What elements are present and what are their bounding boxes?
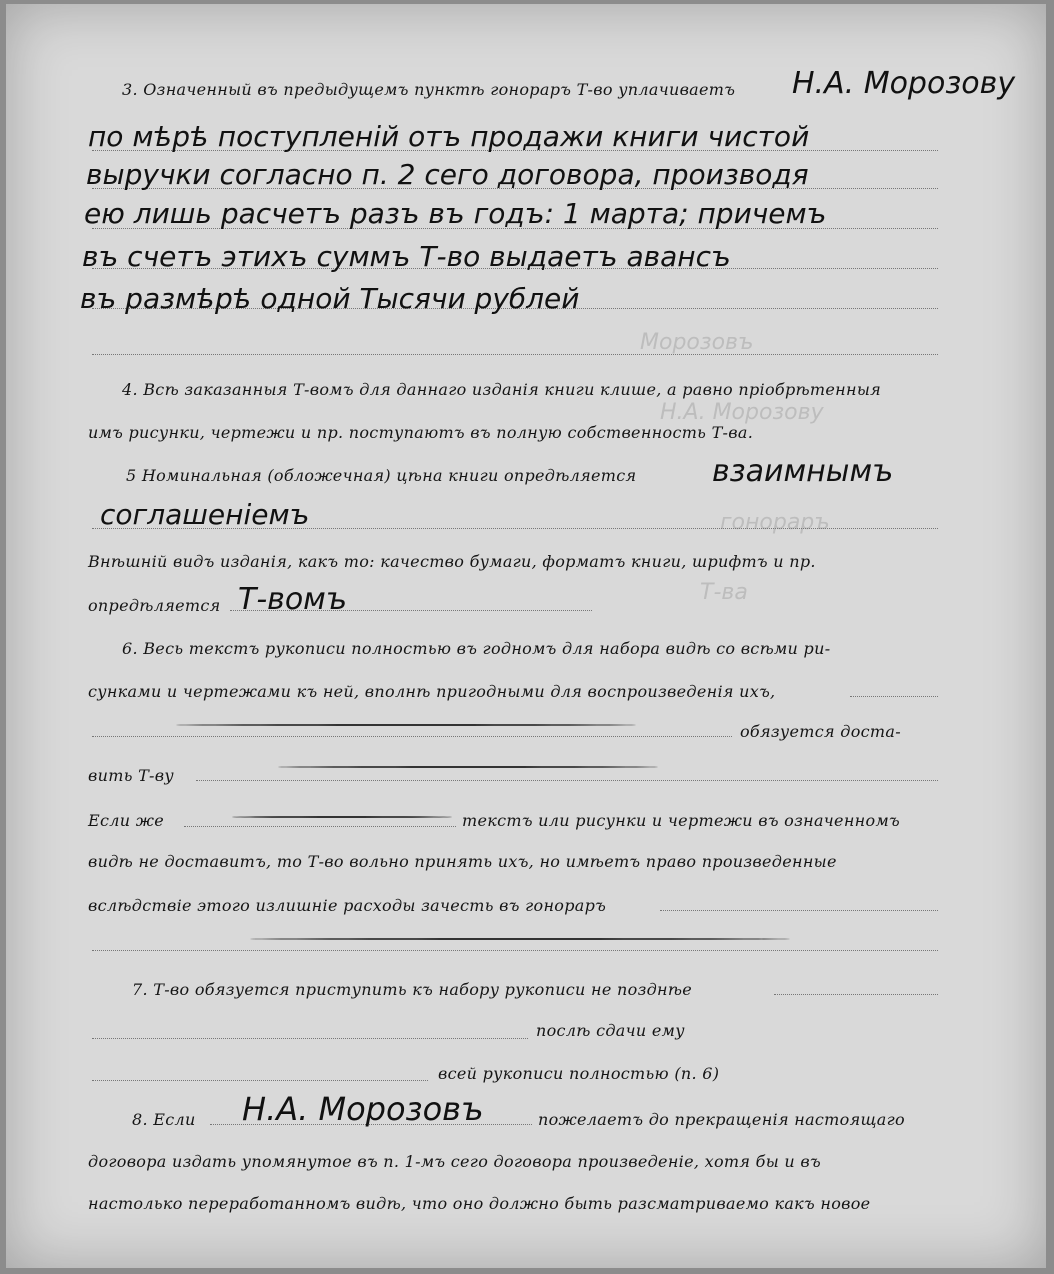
bleed-through-text: гонораръ: [720, 510, 830, 535]
strike-through-stroke: [278, 766, 658, 768]
paragraph-6-line-1: 6. Весь текстъ рукописи полностью въ годномъ для набора видѣ со всѣми ри-: [122, 639, 831, 658]
fill-line: [196, 780, 938, 781]
fill-line: [660, 910, 938, 911]
paragraph-6-line-5a: Если же: [88, 811, 164, 830]
fill-line: [92, 528, 938, 529]
handwritten-line: въ счетъ этихъ суммъ Т-во выдаетъ авансъ: [82, 240, 731, 273]
paragraph-6-line-5b: текстъ или рисунки и чертежи въ означенномъ: [462, 811, 900, 830]
handwritten-determined-by: Т-вомъ: [238, 582, 348, 617]
strike-through-stroke: [250, 938, 790, 940]
strike-through-stroke: [232, 816, 452, 818]
handwritten-author: Н.А. Морозовъ: [242, 1090, 484, 1128]
paragraph-8-line-2: договора издать упомянутое въ п. 1-мъ сего договора произведеніе, хотя бы и въ: [88, 1152, 821, 1171]
handwritten-price-1: взаимнымъ: [712, 454, 894, 489]
bleed-through-text: Н.А. Морозову: [660, 400, 824, 425]
paragraph-8-lead: 8. Если: [132, 1110, 196, 1129]
fill-line: [774, 994, 938, 995]
fill-line: [92, 950, 938, 951]
paragraph-6-line-2: сунками и чертежами къ ней, вполнѣ пригодными для воспроизведенія ихъ,: [88, 682, 776, 701]
fill-line: [92, 354, 938, 355]
paragraph-8-line-1b: пожелаетъ до прекращенія настоящаго: [538, 1110, 905, 1129]
paragraph-4-line-1: 4. Всѣ заказанныя Т-вомъ для даннаго изданія книги клише, а равно пріобрѣтенныя: [122, 380, 882, 399]
handwritten-price-2: соглашеніемъ: [100, 498, 310, 531]
paragraph-8-line-3: настолько переработанномъ видѣ, что оно должно быть разсматриваемо какъ новое: [88, 1194, 871, 1213]
paragraph-3-lead: 3. Означенный въ предыдущемъ пунктѣ гонораръ Т-во уплачиваетъ: [122, 80, 736, 99]
fill-line: [184, 826, 456, 827]
fill-line: [92, 1038, 528, 1039]
bleed-through-text: Морозовъ: [640, 330, 754, 355]
bleed-through-text: Т-ва: [700, 580, 748, 605]
paragraph-5-lead: 5 Номинальная (обложечная) цѣна книги опредѣляется: [126, 466, 637, 485]
paragraph-6-line-3: обязуется доста-: [740, 722, 901, 741]
paragraph-6-line-7: вслѣдствіе этого излишніе расходы зачесть въ гонораръ: [88, 896, 607, 915]
handwritten-line: ею лишь расчетъ разъ въ годъ: 1 марта; причемъ: [84, 197, 827, 230]
fill-line: [92, 736, 732, 737]
fill-line: [850, 696, 938, 697]
paragraph-6-line-6: видѣ не доставитъ, то Т-во вольно принять ихъ, но имѣетъ право произведенные: [88, 852, 837, 871]
handwritten-line: выручки согласно п. 2 сего договора, производя: [86, 158, 809, 191]
paragraph-7-line-3: всей рукописи полностью (п. 6): [438, 1064, 720, 1083]
paragraph-5-line-2: Внѣшній видъ изданія, какъ то: качество бумаги, форматъ книги, шрифтъ и пр.: [88, 552, 816, 571]
fill-line: [92, 1080, 428, 1081]
paragraph-5-line-3: опредѣляется: [88, 596, 221, 615]
paragraph-6-line-4: вить Т-ву: [88, 766, 174, 785]
handwritten-recipient: Н.А. Морозову: [792, 66, 1016, 101]
paragraph-7-line-1: 7. Т-во обязуется приступить къ набору рукописи не позднѣе: [132, 980, 693, 999]
paragraph-4-line-2: имъ рисунки, чертежи и пр. поступаютъ въ полную собственность Т-ва.: [88, 423, 754, 442]
paragraph-7-line-2: послѣ сдачи ему: [536, 1021, 685, 1040]
fill-line: [230, 610, 592, 611]
handwritten-line: по мѣрѣ поступленій отъ продажи книги чистой: [88, 120, 810, 153]
strike-through-stroke: [176, 724, 636, 726]
handwritten-line: въ размѣрѣ одной Тысячи рублей: [80, 282, 580, 315]
